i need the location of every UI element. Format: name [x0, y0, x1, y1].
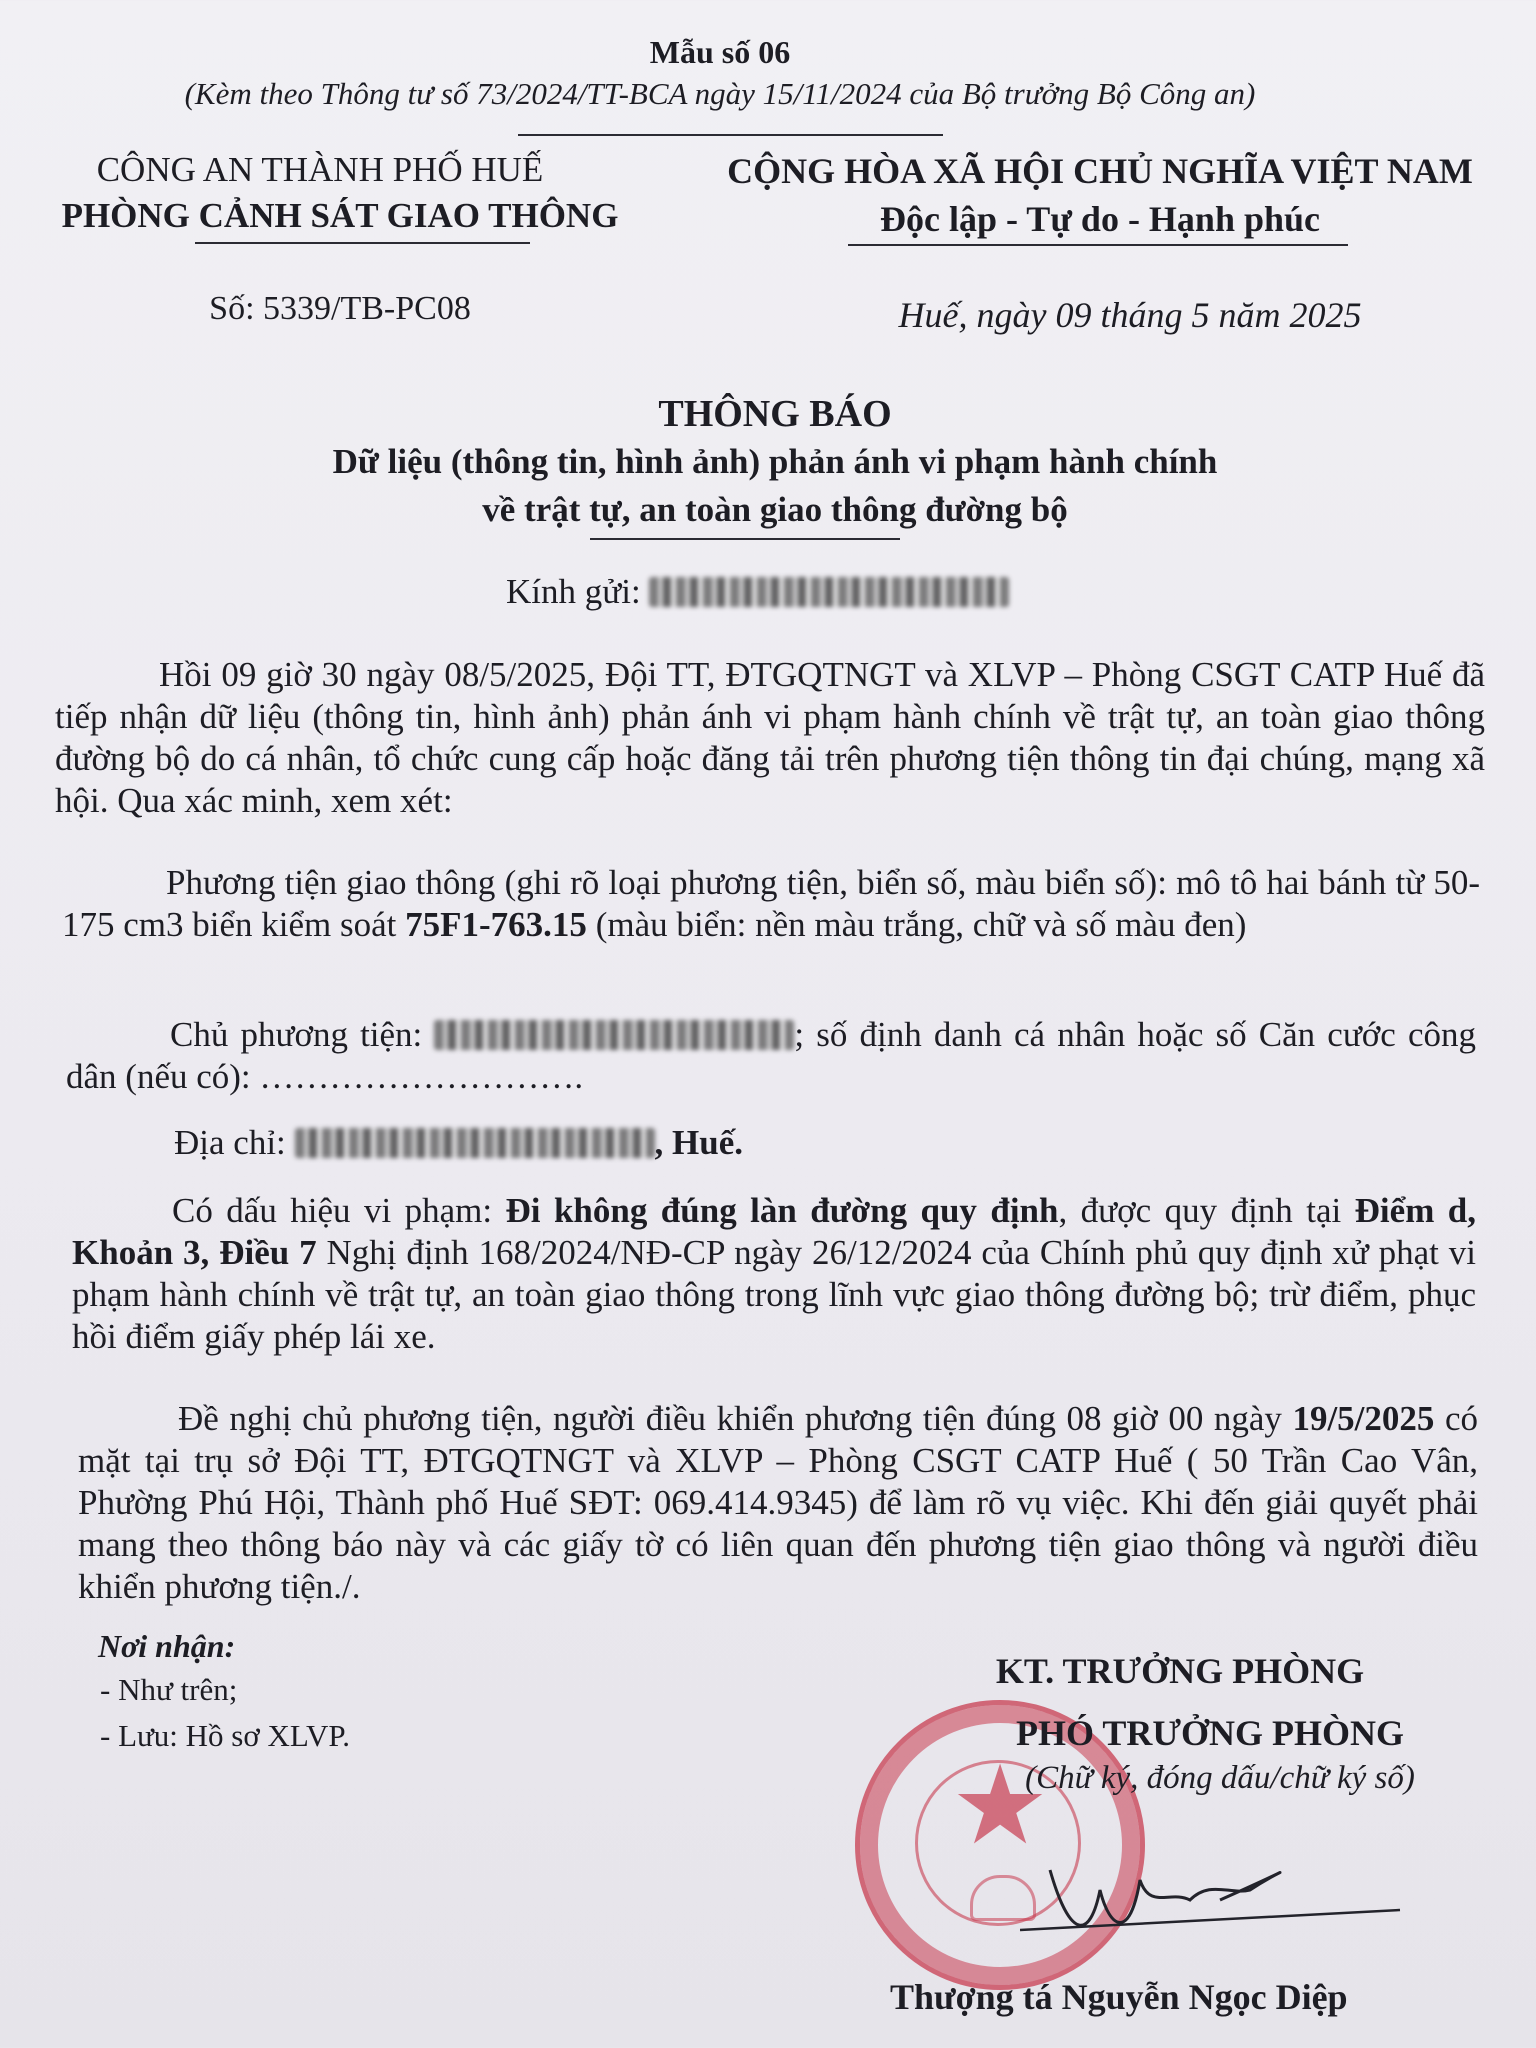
recipients-title: Nơi nhận:: [98, 1628, 236, 1664]
signer-name: Thượng tá Nguyễn Ngọc Diệp: [890, 1977, 1348, 2017]
title-underline: [590, 538, 900, 540]
redacted-address: [295, 1128, 655, 1158]
signature-line-2: PHÓ TRƯỞNG PHÒNG: [1015, 1713, 1404, 1753]
plate-color: (màu biển: nền màu trắng, chữ và số màu đen): [586, 905, 1247, 944]
signature-line-1: KT. TRƯỞNG PHÒNG: [995, 1651, 1365, 1691]
header-divider: [518, 134, 943, 136]
address-label: Địa chỉ:: [174, 1123, 295, 1162]
seal-star-icon: ★: [950, 1741, 1050, 1869]
address-paragraph: [70, 1122, 1470, 1164]
recipient-item: - Lưu: Hồ sơ XLVP.: [100, 1718, 350, 1753]
vehicle-description: Phương tiện giao thông (ghi rõ loại phương tiện, biển số, màu biển số): mô tô hai bánh từ 50-175 cm3 biển kiểm soát: [62, 863, 1480, 944]
recipient-item: - Như trên;: [100, 1672, 238, 1707]
signature-underline: [1020, 1910, 1400, 1930]
request-paragraph: [78, 1398, 1478, 1608]
agency-parent: CÔNG AN THÀNH PHỐ HUẾ: [96, 150, 544, 189]
request-details: có mặt tại trụ sở Đội TT, ĐTGQTNGT và XLVP – Phòng CSGT CATP Huế ( 50 Trần Cao Vân, Phường Phú Hội, Thành phố Huế SĐT: 069.414.9345) để làm rõ vụ việc. Khi đến giải quyết phải mang theo thông báo này và các giấy tờ có liên quan đến phương tiện giao thông và người điều khiển phương tiện./.: [78, 1399, 1478, 1606]
owner-label: Chủ phương tiện:: [170, 1015, 435, 1054]
violation-paragraph: [72, 1190, 1476, 1358]
request-text: Đề nghị chủ phương tiện, người điều khiển phương tiện đúng 08 giờ 00 ngày: [178, 1399, 1293, 1438]
recipient-line: [506, 572, 1009, 612]
violation-connector: , được quy định tại: [1058, 1191, 1355, 1230]
owner-id-text: ; số định danh cá nhân hoặc số Căn cước công dân (nếu có): ……………………….: [66, 1015, 1477, 1096]
form-basis: (Kèm theo Thông tư số 73/2024/TT-BCA ngày 15/11/2024 của Bộ trưởng Bộ Công an): [184, 76, 1256, 111]
notice-title: THÔNG BÁO: [658, 393, 892, 435]
signature-note: (Chữ ký, đóng dấu/chữ ký số): [1025, 1760, 1415, 1796]
appointment-date: 19/5/2025: [1292, 1399, 1435, 1438]
owner-paragraph: [66, 1014, 1476, 1098]
address-city: , Huế.: [654, 1123, 744, 1162]
intake-paragraph: [55, 654, 1485, 822]
document-number: Số: 5339/TB-PC08: [209, 290, 471, 327]
notice-subtitle-2: về trật tự, an toàn giao thông đường bộ: [482, 490, 1068, 529]
redacted-recipient: [649, 577, 1009, 607]
redacted-owner-name: [434, 1020, 794, 1050]
legal-basis-text: Nghị định 168/2024/NĐ-CP ngày 26/12/2024 của Chính phủ quy định xử phạt vi phạm hành chính về trật tự, an toàn giao thông trong lĩnh vực giao thông đường bộ; trừ điểm, phục hồi điểm giấy phép lái xe.: [72, 1233, 1476, 1356]
violation-label: Có dấu hiệu vi phạm:: [172, 1191, 506, 1230]
legal-reference: Điểm d, Khoản 3, Điều 7: [72, 1191, 1476, 1272]
license-plate: 75F1-763.15: [405, 905, 587, 944]
national-title: CỘNG HÒA XÃ HỘI CHỦ NGHĨA VIỆT NAM: [727, 151, 1473, 191]
intake-text: Hồi 09 giờ 30 ngày 08/5/2025, Đội TT, ĐTGQTNGT và XLVP – Phòng CSGT CATP Huế đã tiếp nhận dữ liệu (thông tin, hình ảnh) phản ánh vi phạm hành chính về trật tự, an toàn giao thông đường bộ do cá nhân, tổ chức cung cấp hoặc đăng tải trên phương tiện thông tin đại chúng, mạng xã hội. Qua xác minh, xem xét:: [55, 655, 1485, 820]
motto-underline: [848, 244, 1348, 246]
vehicle-paragraph: [62, 862, 1480, 946]
place-date: Huế, ngày 09 tháng 5 năm 2025: [898, 295, 1362, 335]
form-number: Mẫu số 06: [649, 34, 791, 70]
handwritten-signature: [1020, 1820, 1460, 1950]
notice-subtitle-1: Dữ liệu (thông tin, hình ảnh) phản ánh vi phạm hành chính: [332, 442, 1218, 481]
recipient-label: Kính gửi:: [506, 572, 641, 611]
national-motto: Độc lập - Tự do - Hạnh phúc: [879, 199, 1321, 239]
agency-underline: [195, 242, 530, 244]
agency-name: PHÒNG CẢNH SÁT GIAO THÔNG: [61, 196, 619, 235]
violation-type: Đi không đúng làn đường quy định: [505, 1191, 1059, 1230]
